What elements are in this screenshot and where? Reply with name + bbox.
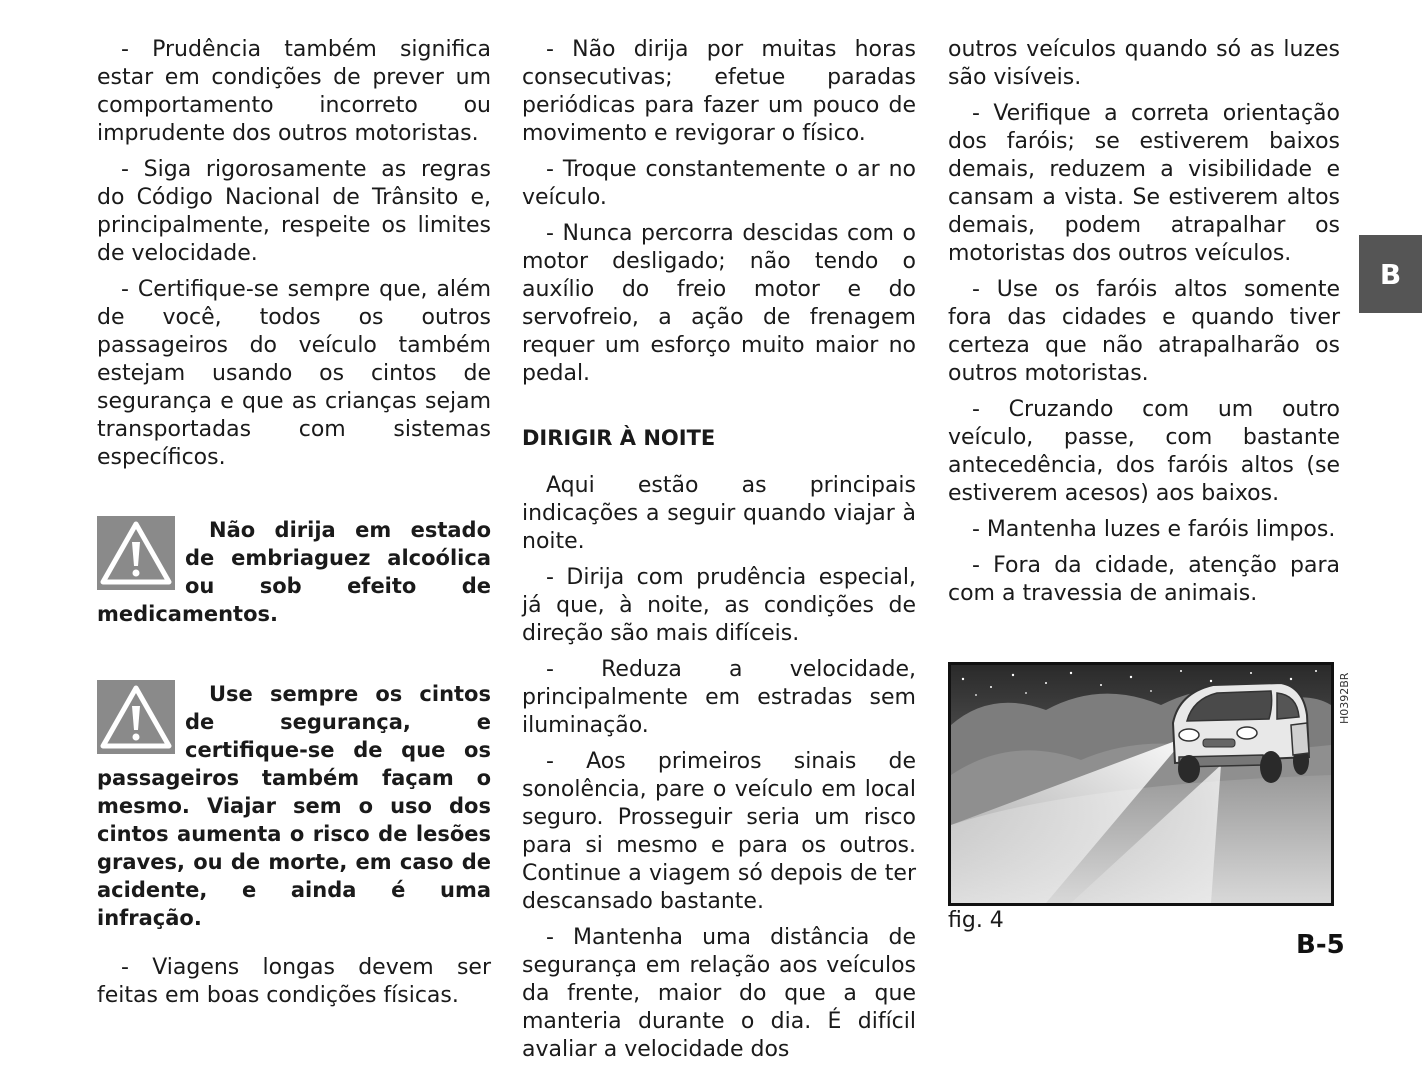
page-number: B-5 [1296,930,1345,960]
warning-block-alcohol [97,516,491,628]
paragraph: - Prudência também significa estar em condições de prever um comportamento incorreto ou imprudente dos outros motoristas. [97,37,491,146]
paragraph: - Nunca percorra descidas com o motor desligado; não tendo o auxílio do freio motor e do servofreio, a ação de frenagem requer um esforço muito maior no pedal. [522,221,916,386]
column-left [97,36,491,1018]
night-driving-figure [948,662,1334,906]
night-car-illustration [951,665,1331,903]
paragraph: - Viagens longas devem ser feitas em boas condições físicas. [97,955,491,1008]
paragraph: - Aos primeiros sinais de sonolência, pare o veículo em local seguro. Prosseguir seria um risco para si mesmo e para os outros. Continue a viagem só depois de ter descansado bastante. [522,749,916,914]
paragraph: - Reduza a velocidade, principalmente em estradas sem iluminação. [522,657,916,738]
column-right [948,36,1340,616]
warning-text: Não dirija em estado de embriaguez alcoólica ou sob efeito de medicamentos. [97,518,491,626]
warning-text: Use sempre os cintos de segurança, e certifique-se de que os passageiros também façam o mesmo. Viajar sem o uso dos cintos aumenta o risco de lesões graves, ou de morte, em caso de acidente, e ainda é uma infração. [97,682,491,930]
paragraph: - Não dirija por muitas horas consecutivas; efetue paradas periódicas para fazer um pouco de movimento e revigorar o físico. [522,37,916,146]
paragraph: - Siga rigorosamente as regras do Código Nacional de Trânsito e, principalmente, respeite os limites de velocidade. [97,157,491,266]
paragraph: - Troque constantemente o ar no veículo. [522,157,916,210]
figure-caption: fig. 4 [948,908,1004,933]
paragraph: - Certifique-se sempre que, além de você, todos os outros passageiros do veículo também estejam usando os cintos de segurança e que as crianças sejam transportadas com sistemas específicos. [97,277,491,470]
section-heading: DIRIGIR À NOITE [522,426,716,450]
paragraph: - Mantenha uma distância de segurança em relação aos veículos da frente, maior do que a que manteria durante o dia. É difícil avaliar a velocidade dos [522,925,916,1062]
paragraph: - Verifique a correta orientação dos faróis; se estiverem baixos demais, reduzem a visibilidade e cansam a vista. Se estiverem altos demais, podem atrapalhar os motoristas dos outros veículos. [948,101,1340,266]
paragraph: - Dirija com prudência especial, já que, à noite, as condições de direção são mais difíceis. [522,565,916,646]
figure-code: H0392BR [1338,672,1351,724]
paragraph: Aqui estão as principais indicações a seguir quando viajar à noite. [522,473,916,554]
paragraph: outros veículos quando só as luzes são visíveis. [948,37,1340,90]
paragraph: - Mantenha luzes e faróis limpos. [972,517,1336,542]
paragraph: - Use os faróis altos somente fora das cidades e quando tiver certeza que não atrapalharão os outros motoristas. [948,277,1340,386]
section-tab: B [1359,235,1422,313]
paragraph: - Fora da cidade, atenção para com a travessia de animais. [948,553,1340,606]
column-middle [522,36,916,1072]
warning-block-seatbelt [97,680,491,932]
warning-triangle-icon [97,516,175,590]
paragraph: - Cruzando com um outro veículo, passe, com bastante antecedência, dos faróis altos (se estiverem acesos) aos baixos. [948,397,1340,506]
warning-triangle-icon [97,680,175,754]
